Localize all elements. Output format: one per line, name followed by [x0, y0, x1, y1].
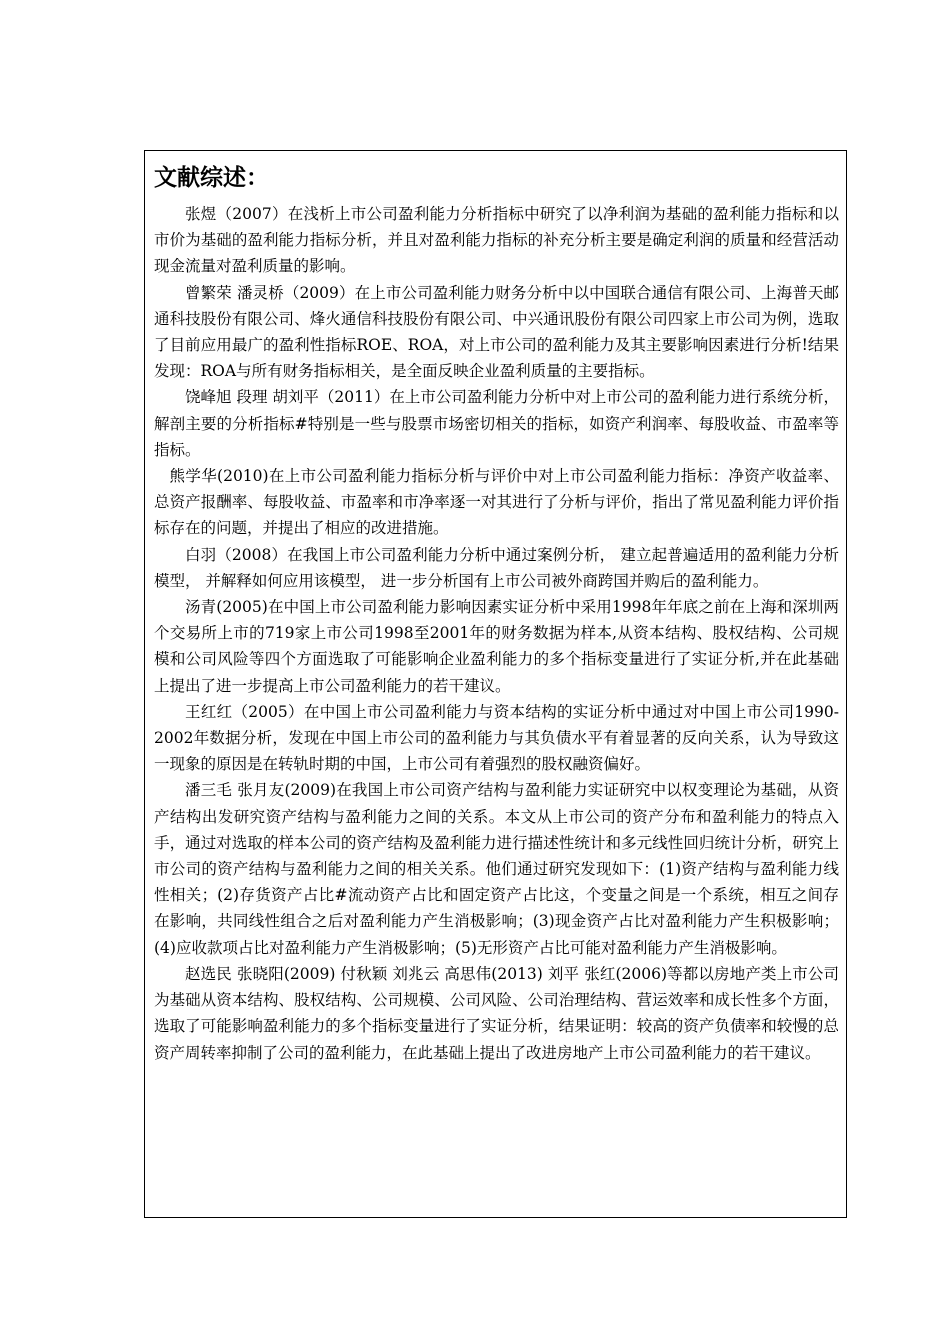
section-heading: 文献综述：	[154, 165, 269, 191]
paragraph-bai-yu: 白羽（2008）在我国上市公司盈利能力分析中通过案例分析， 建立起普遍适用的盈利能力分析模型， 并解释如何应用该模型， 进一步分析国有上市公司被外商跨国并购后的盈利能力。	[154, 545, 839, 590]
paragraph-wang-honghong: 王红红（2005）在中国上市公司盈利能力与资本结构的实证分析中通过对中国上市公司1990-2002年数据分析，发现在中国上市公司的盈利能力与其负债水平有着显著的反向关系，认为导致这一现象的原因是在转轨时期的中国，上市公司有着强烈的股权融资偏好。	[154, 702, 839, 774]
paragraph-zeng-fanrong: 曾繁荣 潘灵桥（2009）在上市公司盈利能力财务分析中以中国联合通信有限公司、上海普天邮通科技股份有限公司、烽火通信科技股份有限公司、中兴通讯股份有限公司四家上市公司为例，选取了目前应用最广的盈利性指标ROE、ROA，对上市公司的盈利能力及其主要影响因素进行分析!结果发现：ROA与所有财务指标相关，是全面反映企业盈利质量的主要指标。	[154, 283, 839, 381]
paragraph-zhao-xuanmin: 赵选民 张晓阳(2009) 付秋颖 刘兆云 高思伟(2013) 刘平 张红(2006)等都以房地产类上市公司为基础从资本结构、股权结构、公司规模、公司风险、公司治理结构、营运效率和成长性多个方面，选取了可能影响盈利能力的多个指标变量进行了实证分析，结果证明：较高的资产负债率和较慢的总资产周转率抑制了公司的盈利能力，在此基础上提出了改进房地产上市公司盈利能力的若干建议。	[154, 964, 839, 1062]
paragraph-xiong-xuehua: 熊学华(2010)在上市公司盈利能力指标分析与评价中对上市公司盈利能力指标：净资产收益率、总资产报酬率、每股收益、市盈率和市净率逐一对其进行了分析与评价，指出了常见盈利能力评价指标存在的问题，并提出了相应的改进措施。	[154, 467, 839, 538]
review-body	[154, 201, 839, 1066]
paragraph-pan-sanmao: 潘三毛 张月友(2009)在我国上市公司资产结构与盈利能力实证研究中以权变理论为基础，从资产结构出发研究资产结构与盈利能力之间的关系。本文从上市公司的资产分布和盈利能力的特点入手，通过对选取的样本公司的资产结构及盈利能力进行描述性统计和多元线性回归统计分析，研究上市公司的资产结构与盈利能力之间的相关关系。他们通过研究发现如下：(1)资产结构与盈利能力线性相关；(2)存货资产占比#流动资产占比和固定资产占比这，个变量之间是一个系统，相互之间存在影响，共同线性组合之后对盈利能力产生消极影响；(3)现金资产占比对盈利能力产生积极影响；(4)应收款项占比对盈利能力产生消极影响；(5)无形资产占比可能对盈利能力产生消极影响。	[154, 781, 839, 957]
literature-review-box	[144, 150, 847, 1218]
paragraph-tang-qing: 汤青(2005)在中国上市公司盈利能力影响因素实证分析中采用1998年年底之前在上海和深圳两个交易所上市的719家上市公司1998至2001年的财务数据为样本,从资本结构、股权结构、公司规模和公司风险等四个方面选取了可能影响企业盈利能力的多个指标变量进行了实证分析,并在此基础上提出了进一步提高上市公司盈利能力的若干建议。	[154, 598, 839, 695]
paragraph-zhang-yu: 张煜（2007）在浅析上市公司盈利能力分析指标中研究了以净利润为基础的盈利能力指标和以市价为基础的盈利能力指标分析，并且对盈利能力指标的补充分析主要是确定利润的质量和经营活动现金流量对盈利质量的影响。	[154, 205, 839, 276]
paragraph-rao-fengxu: 饶峰旭 段理 胡刘平（2011）在上市公司盈利能力分析中对上市公司的盈利能力进行系统分析，解剖主要的分析指标#特别是一些与股票市场密切相关的指标，如资产利润率、每股收益、市盈率等指标。	[154, 388, 839, 459]
